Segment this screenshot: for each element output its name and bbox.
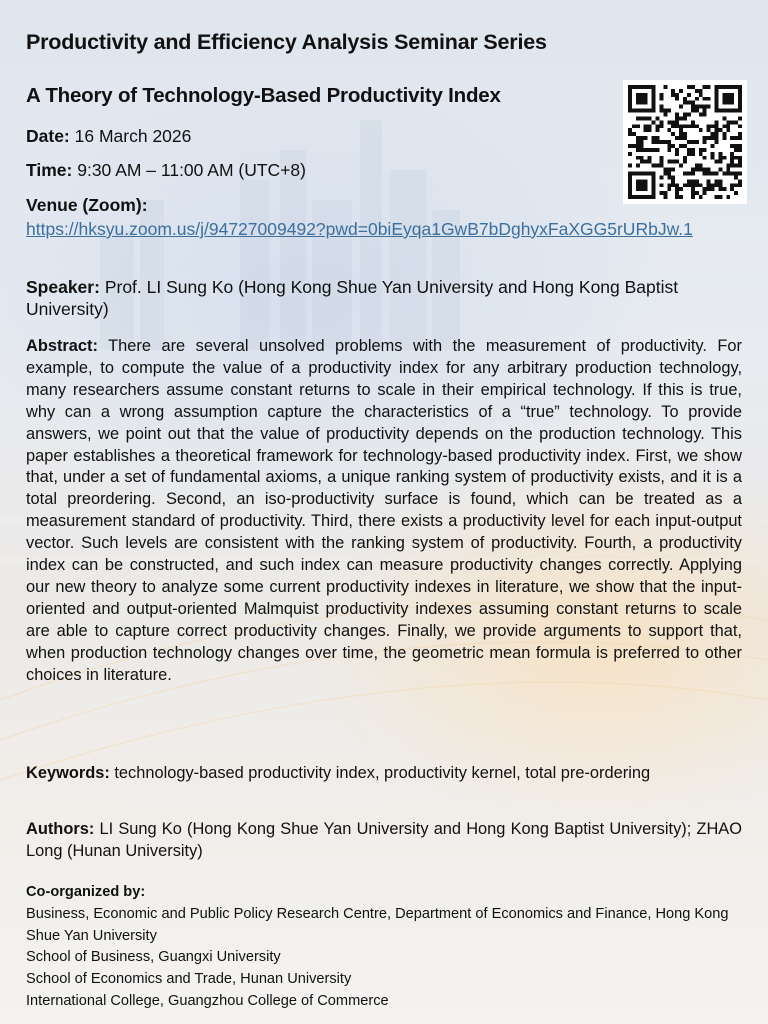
date-label: Date: — [26, 126, 70, 146]
abstract-label: Abstract: — [26, 337, 98, 355]
authors-text: LI Sung Ko (Hong Kong Shue Yan University and Hong Kong Baptist University); ZHAO Long (Hunan University) — [26, 820, 742, 860]
time-line — [26, 159, 306, 181]
speaker-value: Prof. LI Sung Ko (Hong Kong Shue Yan University and Hong Kong Baptist University) — [26, 277, 679, 319]
abstract-text: There are several unsolved problems with the measurement of productivity. For example, to compute the value of a productivity index for any arbitrary production technology, many researchers assume constant returns to scale in their empirical technology. If this is true, why can a wrong assumption capture the characteristics of a “true” technology. To provide answers, we point out that the value of productivity depends on the production technology. This paper establishes a theoretical framework for technology-based productivity index. First, we show that, under a set of fundamental axioms, a unique ranking system of productivity exists, and it is a total preordering. Second, an iso-productivity surface is found, which can be treated as a measurement standard of productivity. Third, there exists a productivity level for each input-output vector. Such levels are consistent with the ranking system of productivity. Fourth, a productivity index can be constructed, and such index can measure productivity changes correctly. Applying our new theory to analyze some current productivity indexes in literature, we show that the input-oriented and output-oriented Malmquist productivity indexes assuming constant returns to scale are able to capture correct productivity changes. Finally, we provide arguments to support that, when production technology changes over time, the geometric mean formula is preferred to other choices in literature. — [26, 337, 742, 684]
authors-paragraph — [26, 819, 742, 863]
speaker-label: Speaker: — [26, 277, 100, 297]
zoom-link[interactable]: https://hksyu.zoom.us/j/94727009492?pwd=0biEyqa1GwB7bDghyxFaXGG5rURbJw.1 — [26, 219, 693, 239]
coorganizer-item: International College, Guangzhou College of Commerce — [26, 992, 389, 1009]
coorganizer-item: School of Economics and Trade, Hunan University — [26, 971, 352, 988]
coorganizer-item: Business, Economic and Public Policy Research Centre, Department of Economics and Finance, Hong Kong Shue Yan University — [26, 905, 729, 944]
coorganizer-item: School of Business, Guangxi University — [26, 949, 281, 966]
keywords-label: Keywords: — [26, 764, 110, 782]
date-line — [26, 125, 191, 147]
coorganizers-label: Co-organized by: — [26, 884, 146, 900]
date-value: 16 March 2026 — [74, 126, 192, 146]
keywords-paragraph — [26, 763, 742, 785]
time-value: 9:30 AM – 11:00 AM (UTC+8) — [77, 160, 306, 180]
keywords-text: technology-based productivity index, productivity kernel, total pre-ordering — [114, 764, 651, 782]
coorganizers-section — [26, 882, 742, 1013]
time-label: Time: — [26, 160, 73, 180]
series-title: Productivity and Efficiency Analysis Seminar Series — [26, 30, 547, 54]
speaker-line — [26, 276, 742, 320]
qr-code-icon[interactable] — [623, 80, 747, 204]
venue-line — [26, 194, 148, 216]
venue-label: Venue (Zoom): — [26, 195, 148, 215]
abstract-paragraph — [26, 336, 742, 687]
talk-title: A Theory of Technology-Based Productivity Index — [26, 84, 501, 107]
authors-label: Authors: — [26, 820, 95, 838]
